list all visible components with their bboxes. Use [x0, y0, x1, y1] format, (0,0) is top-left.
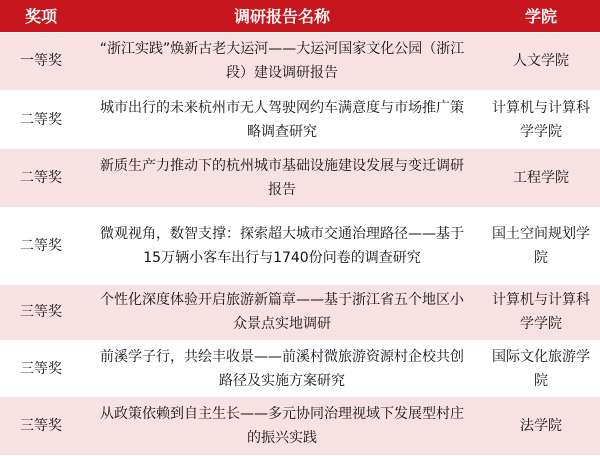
- report-title-cell: 个性化深度体验开启旅游新篇章——基于浙江省五个地区小众景点实地调研: [82, 284, 482, 340]
- award-cell: 一等奖: [0, 32, 82, 90]
- award-cell: 二等奖: [0, 149, 82, 207]
- header-title: 调研报告名称: [82, 0, 482, 32]
- header-award: 奖项: [0, 0, 82, 32]
- school-cell: 法学院: [482, 397, 600, 456]
- table-row: [0, 397, 600, 456]
- school-cell: 计算机与计算科学学院: [482, 90, 600, 148]
- school-cell: 计算机与计算科学学院: [482, 284, 600, 340]
- school-cell: 国土空间规划学院: [482, 207, 600, 284]
- award-cell: 三等奖: [0, 284, 82, 340]
- report-title-cell: 城市出行的未来杭州市无人驾驶网约车满意度与市场推广策略调查研究: [82, 90, 482, 148]
- award-cell: 三等奖: [0, 340, 82, 396]
- table-row: [0, 207, 600, 284]
- award-cell: 二等奖: [0, 90, 82, 148]
- header-school: 学院: [482, 0, 600, 32]
- table-row: [0, 32, 600, 90]
- report-title-cell: 从政策依赖到自主生长——多元协同治理视域下发展型村庄的振兴实践: [82, 397, 482, 456]
- report-title-cell: “浙江实践”焕新古老大运河——大运河国家文化公园（浙江段）建设调研报告: [82, 32, 482, 90]
- school-cell: 工程学院: [482, 149, 600, 207]
- report-title-cell: 微观视角，数智支撑：探索超大城市交通治理路径——基于15万辆小客车出行与1740份问卷的调查研究: [82, 207, 482, 284]
- table-row: [0, 340, 600, 396]
- school-cell: 国际文化旅游学院: [482, 340, 600, 396]
- table-header: [0, 0, 600, 32]
- award-cell: 三等奖: [0, 397, 82, 456]
- report-title-cell: 前溪学子行，共绘丰收景——前溪村微旅游资源村企校共创路径及实施方案研究: [82, 340, 482, 396]
- report-title-cell: 新质生产力推动下的杭州城市基础设施建设发展与变迁调研报告: [82, 149, 482, 207]
- table-row: [0, 284, 600, 340]
- award-cell: 二等奖: [0, 207, 82, 284]
- table-row: [0, 90, 600, 148]
- school-cell: 人文学院: [482, 32, 600, 90]
- table-row: [0, 149, 600, 207]
